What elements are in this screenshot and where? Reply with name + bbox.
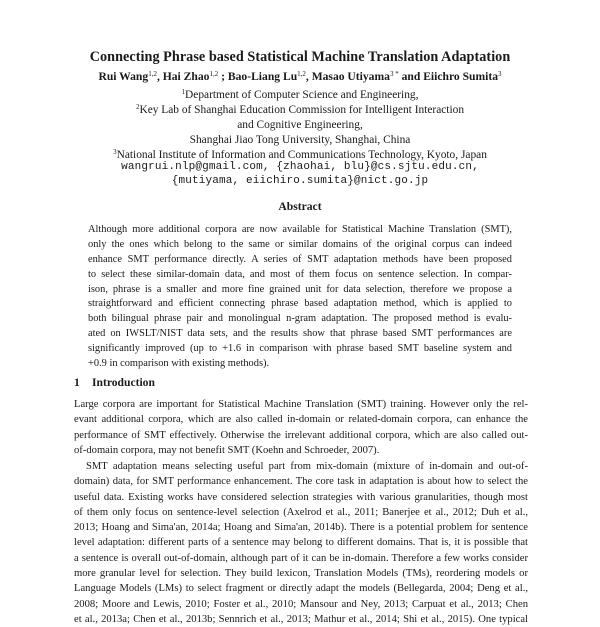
- affiliation-2: $^2$Key Lab of Shanghai Education Commission for Intelligent Interaction: [135, 103, 465, 116]
- paper-title: Connecting Phrase based Statistical Machine Translation Adaptation: [89, 49, 511, 65]
- abstract-line: ated on IWSLT/NIST data sets, and the results show that phrase based SMT performances are: [88, 328, 512, 340]
- affiliation-3: $^3$National Institute of Information and Communications Technology, Kyoto, Japan: [113, 148, 487, 161]
- body-line: of-domain corpora, may not benefit SMT (Koehn and Schroeder, 2007).: [74, 444, 380, 456]
- section-number: 1: [74, 376, 80, 389]
- section-heading-introduction: [74, 376, 155, 389]
- body-line: performance of SMT effectively. Otherwise the irrelevant additional corpora, which are also called out-: [74, 429, 528, 441]
- abstract-line: to select these similar-domain data, and most of them focus on sentence selection. In compar-: [88, 268, 512, 280]
- intro-paragraph-2: [74, 459, 528, 627]
- body-line: et al., 2013a; Chen et al., 2013b; Sennrich et al., 2013; Mathur et al., 2014; Shi et al., 2015). One typical: [74, 613, 528, 625]
- affiliation-2-university: Shanghai Jiao Tong University, Shanghai, China: [189, 134, 411, 146]
- body-line: SMT adaptation means selecting useful part from mix-domain (mixture of in-domain and out-of-: [86, 461, 528, 472]
- body-line: Large corpora are important for Statistical Machine Translation (SMT) training. However only the rel-: [74, 399, 528, 410]
- intro-paragraph-1: [74, 397, 528, 458]
- body-line: of them only focus on sentence-level selection (Axelrod et al., 2011; Banerjee et al., 2012; Duh et al.,: [74, 506, 528, 518]
- email-line-2: {mutiyama, eiichiro.sumita}@nict.go.jp: [171, 175, 429, 187]
- author: Hai Zhao$^{1,2}$ ;: [162, 70, 228, 83]
- body-line: 2013; Hoang and Sima'an, 2014a; Hoang and Sima'an, 2014b). There is a potential problem for sentence: [74, 522, 528, 534]
- affiliation-1: $^1$Department of Computer Science and Engineering,: [181, 88, 419, 101]
- abstract-line: ison, phrase is a smaller and more fine grained unit for data selection, therefore we propose a: [88, 283, 512, 295]
- body-line: evant additional corpora, which are also called in-domain or related-domain corpora, can enhance the: [74, 414, 528, 426]
- author: Masao Utiyama$^{3 *}$ and: [311, 70, 424, 83]
- abstract-heading: Abstract: [278, 200, 322, 213]
- email-line-1: wangrui.nlp@gmail.com, {zhaohai, blu}@cs.sjtu.edu.cn,: [121, 161, 479, 173]
- abstract-line: straightforward and efficient connecting phrase based adaptation method, which is applied to: [88, 298, 512, 310]
- body-line: domain) data, for SMT performance enhancement. The core task in adaptation is about how to select the: [74, 476, 528, 488]
- abstract-body: [88, 223, 512, 372]
- abstract-line: significantly improved (up to +1.6 in comparison with phrase based SMT baseline system and: [88, 343, 512, 355]
- author: Eiichro Sumita$^3$: [423, 70, 502, 83]
- abstract-line: Although more additional corpora are now available for Statistical Machine Translation (SMT),: [88, 224, 512, 235]
- body-line: more granular level for selection. They build lexicon, Translation Models (TMs), reordering models or: [74, 568, 528, 580]
- author: Bao-Liang Lu$^{1,2}$,: [227, 70, 312, 83]
- abstract-line: +0.9 in comparison with existing methods).: [88, 358, 270, 370]
- author: Rui Wang$^{1,2}$,: [98, 70, 163, 83]
- abstract-line: both bilingual phrase pair and monolingual n-gram adaptation. The proposed method is evalu-: [88, 313, 512, 325]
- body-line: useful data. Existing works have considered selection strategies with various granularities, though most: [74, 491, 528, 503]
- body-line: 2008; Moore and Lewis, 2010; Foster et al., 2010; Mansour and Ney, 2013; Carpuat et al., 2013; Chen: [74, 598, 528, 610]
- affiliation-2-continued: and Cognitive Engineering,: [237, 119, 363, 131]
- author-list: [0, 70, 600, 83]
- body-line: Language Models (LMs) to select fragment or directly adapt the models (Bellegarda, 2004; Deng et al.,: [74, 583, 528, 595]
- abstract-line: enhance SMT performance directly. A series of SMT adaptation methods have been proposed: [88, 253, 512, 265]
- body-line: level adaptation: different parts of a sentence may belong to different domains. That is, it is possible that: [74, 537, 528, 549]
- body-line: a sentence is overall out-of-domain, although part of it can be in-domain. Therefore a few works consider: [74, 552, 528, 564]
- section-title: Introduction: [92, 376, 155, 389]
- abstract-line: only the ones which belong to the same or similar domains of the original corpus can indeed: [88, 238, 512, 250]
